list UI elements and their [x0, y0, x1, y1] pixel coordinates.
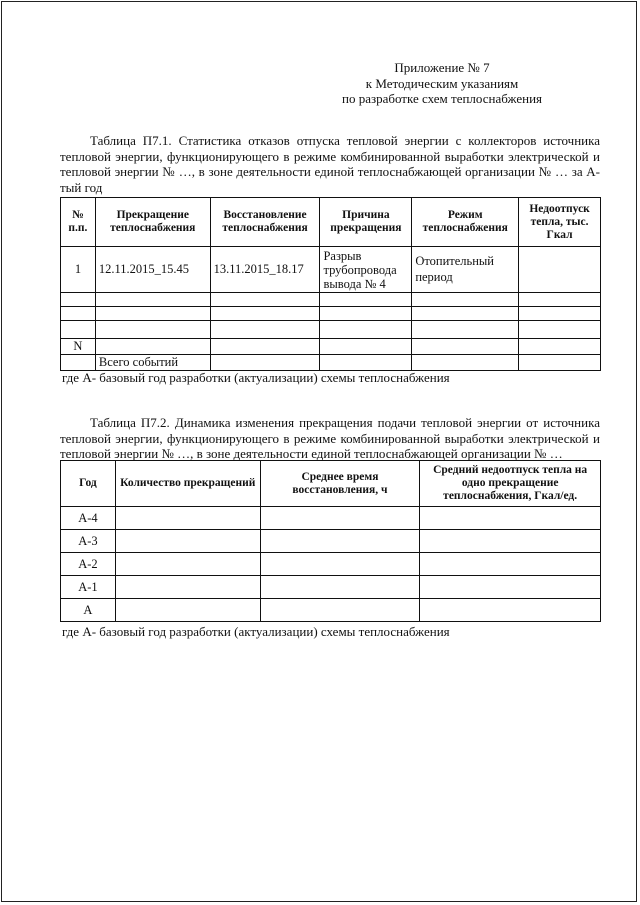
t2-year: А	[61, 599, 116, 622]
t1-header-mode: Режим теплоснабжения	[412, 198, 519, 247]
t2-header-avg-time: Среднее время восстановления, ч	[260, 461, 420, 507]
table-row	[61, 293, 601, 307]
t2-year: А-4	[61, 507, 116, 530]
table-row	[61, 247, 601, 293]
t1-cell-restore: 13.11.2015_18.17	[210, 247, 320, 293]
t1-header-num: № п.п.	[61, 198, 96, 247]
t1-total-label: Всего событий	[95, 355, 210, 371]
table-row	[61, 530, 601, 553]
table-row	[61, 599, 601, 622]
table2-note: где А- базовый год разработки (актуализации) схемы теплоснабжения	[62, 624, 450, 639]
t1-header-restore: Восстановление теплоснабжения	[210, 198, 320, 247]
t2-header-year: Год	[61, 461, 116, 507]
t2-year: А-2	[61, 553, 116, 576]
table2-dynamics	[60, 460, 601, 622]
t2-header-count: Количество прекращений	[115, 461, 260, 507]
appendix-header	[312, 60, 572, 107]
table-row	[61, 321, 601, 339]
t1-cell-mode: Отопительный период	[412, 247, 519, 293]
table-row	[61, 553, 601, 576]
appendix-number: Приложение № 7	[394, 60, 490, 75]
appendix-ref: к Методическим указаниям	[365, 75, 519, 91]
table2-caption: Таблица П7.2. Динамика изменения прекращения подачи тепловой энергии от источника тепловой энергии, функционирующего в режиме комбинированной выработки электрической и тепловой энергии № …, в зоне деятельности единой теплоснабжающей организации № …	[60, 415, 600, 461]
t1-header-stop: Прекращение теплоснабжения	[95, 198, 210, 247]
table-row	[61, 576, 601, 599]
t2-year: А-1	[61, 576, 116, 599]
t1-cell-num: 1	[61, 247, 96, 293]
table1-note: где А- базовый год разработки (актуализации) схемы теплоснабжения	[62, 370, 450, 385]
table1-header-row	[61, 198, 601, 247]
table1-caption: Таблица П7.1. Статистика отказов отпуска тепловой энергии с коллекторов источника тепловой энергии, функционирующего в режиме комбинированной выработки электрической и тепловой энергии № …, в зоне деятельности единой теплоснабжающей организации № … за А-тый год	[60, 133, 600, 195]
t1-header-reason: Причина прекращения	[320, 198, 412, 247]
table-row	[61, 339, 601, 355]
table1-failures	[60, 197, 601, 371]
t2-year: А-3	[61, 530, 116, 553]
t1-header-shortfall: Недоотпуск тепла, тыс. Гкал	[519, 198, 601, 247]
table-row	[61, 307, 601, 321]
t2-header-avg-shortfall: Средний недоотпуск тепла на одно прекращение теплоснабжения, Гкал/ед.	[420, 461, 601, 507]
table1-total-row	[61, 355, 601, 371]
table-row	[61, 507, 601, 530]
table2-header-row	[61, 461, 601, 507]
appendix-subject: по разработке схем теплоснабжения	[341, 91, 543, 106]
t1-cell-reason: Разрыв трубопровода вывода № 4	[320, 247, 412, 293]
t1-cell-last-num: N	[61, 339, 96, 355]
t1-cell-shortfall	[519, 247, 601, 293]
t1-cell-stop: 12.11.2015_15.45	[95, 247, 210, 293]
